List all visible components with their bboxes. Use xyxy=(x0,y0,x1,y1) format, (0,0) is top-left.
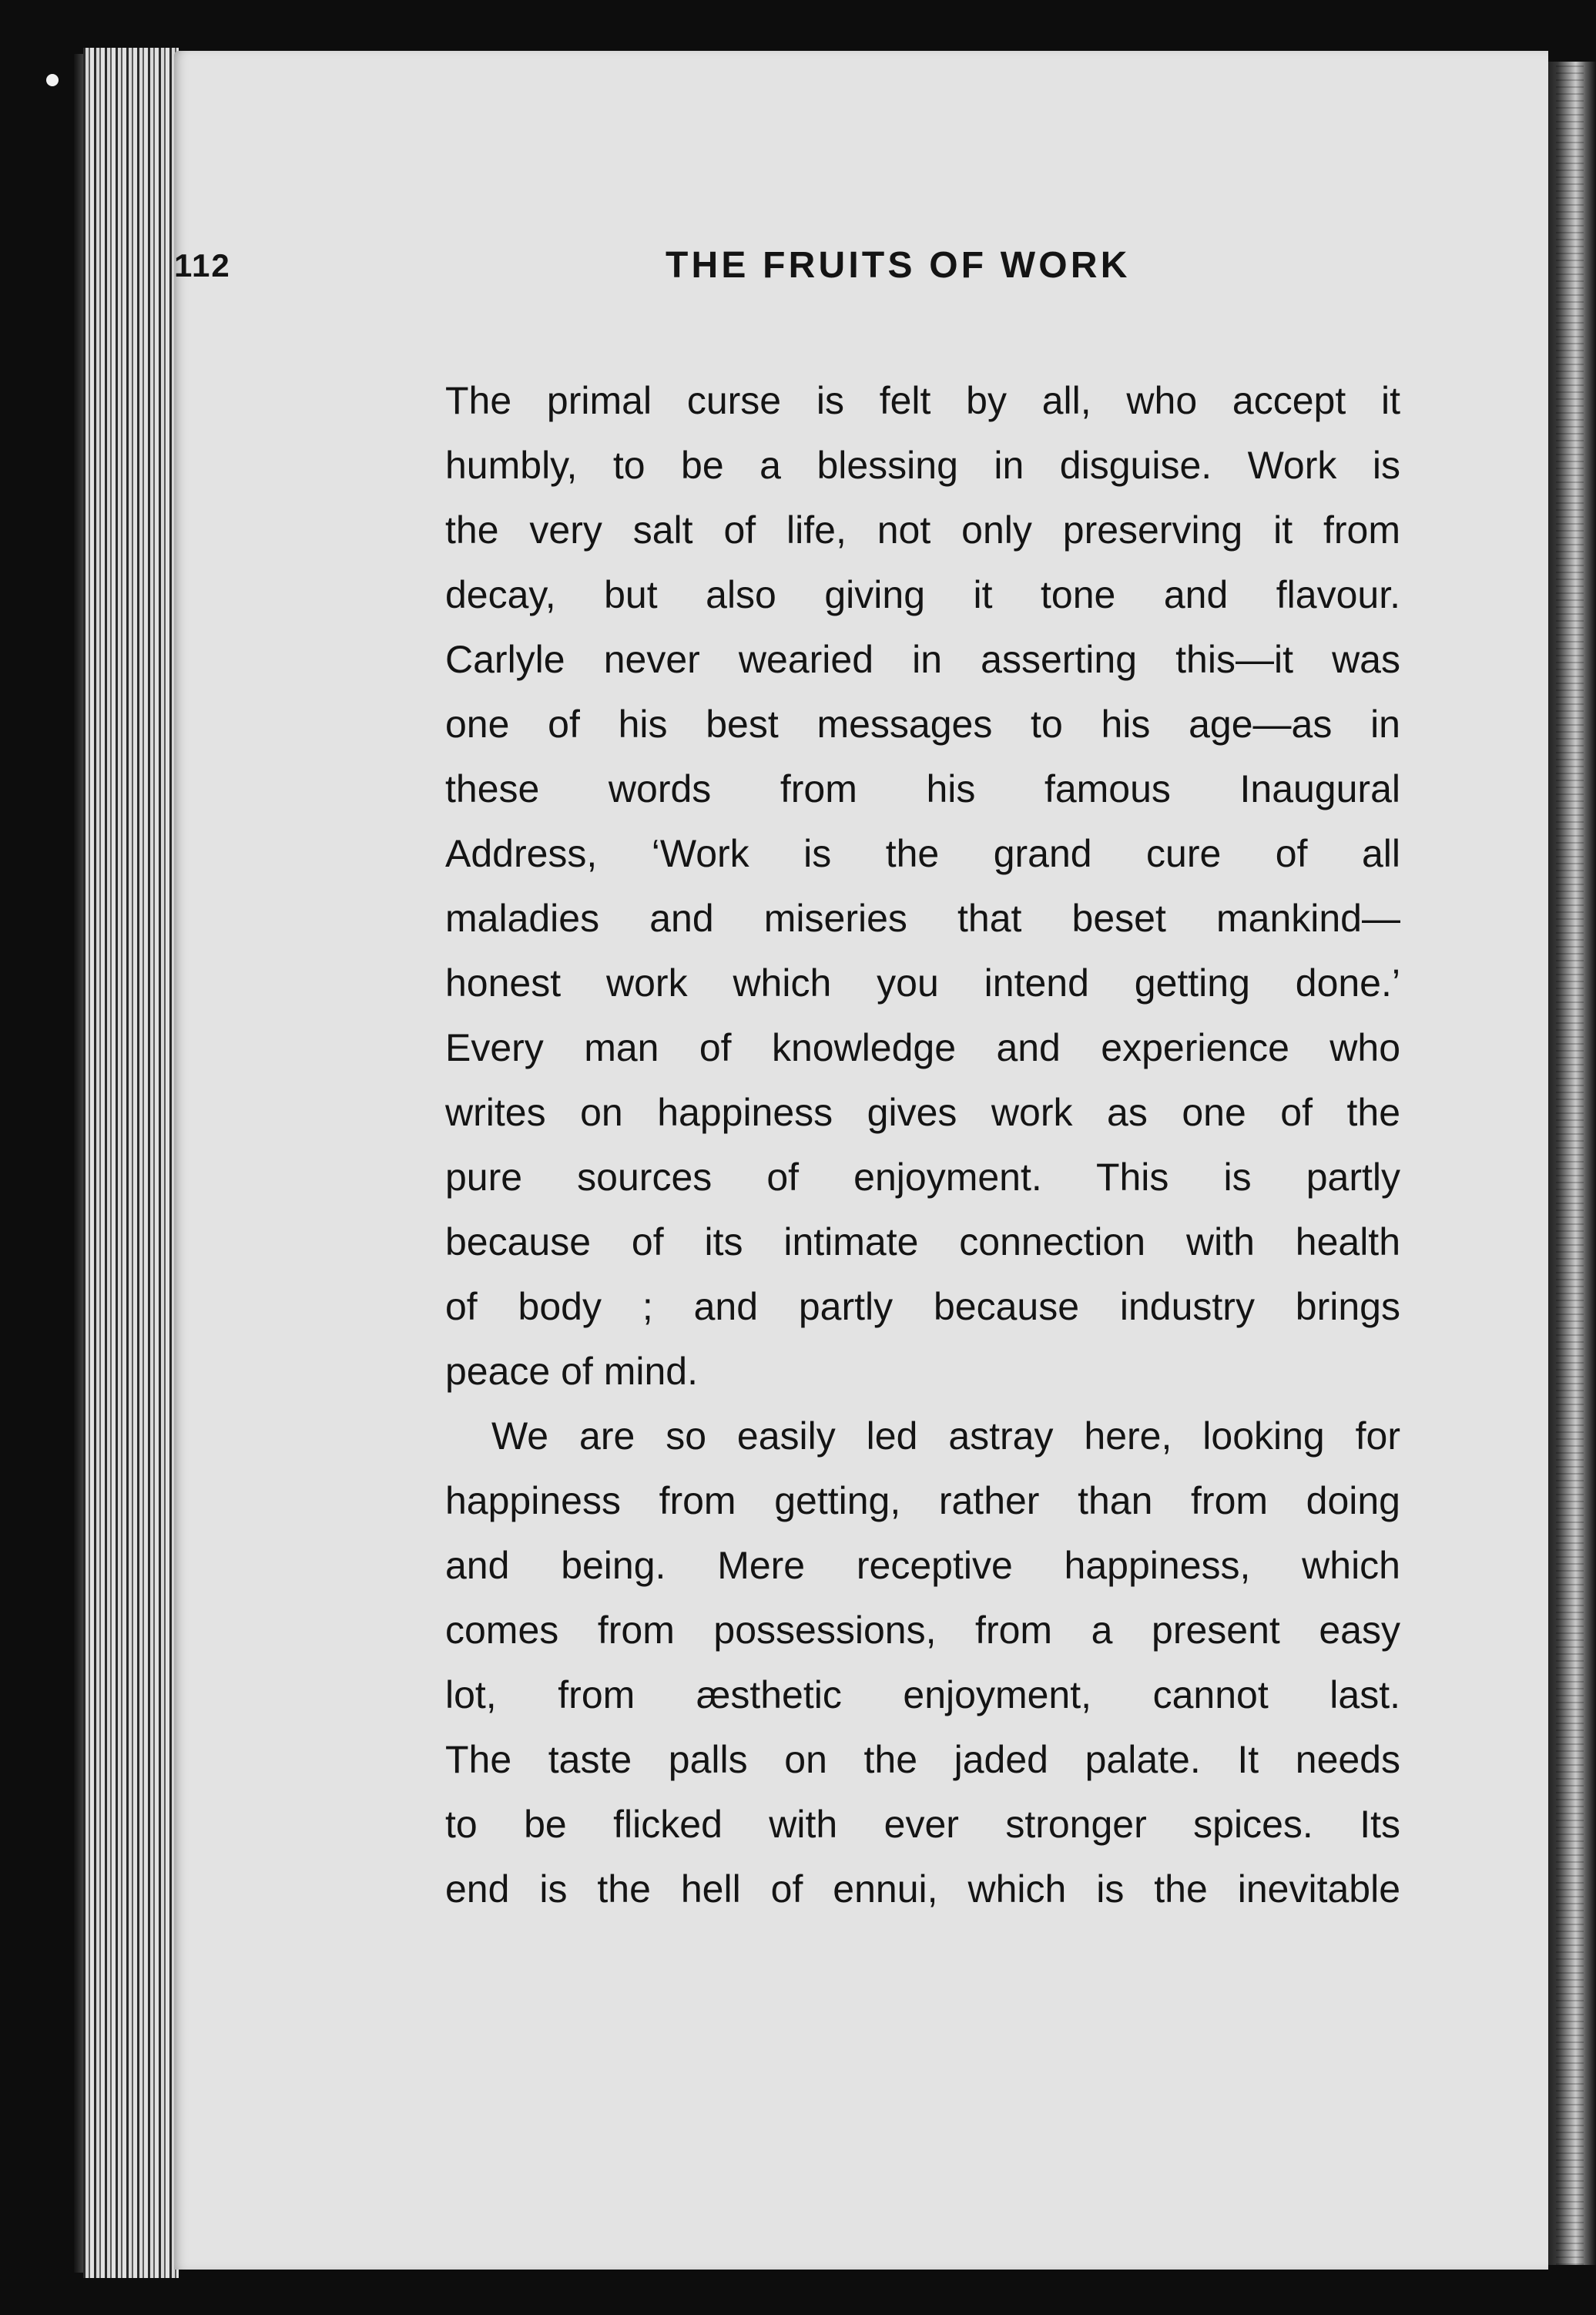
text-line: We are so easily led astray here, looking for xyxy=(491,1414,1400,1458)
text-line: comes from possessions, from a present easy xyxy=(445,1609,1400,1652)
text-line: decay, but also giving it tone and flavour. xyxy=(445,573,1400,616)
text-line: The taste palls on the jaded palate. It needs xyxy=(445,1738,1400,1781)
text-line: honest work which you intend getting done.’ xyxy=(445,961,1400,1005)
stacked-page-edges xyxy=(83,48,179,2278)
right-page-edge xyxy=(1545,62,1596,2265)
text-line: Address, ‘Work is the grand cure of all xyxy=(445,832,1400,875)
text-line: these words from his famous Inaugural xyxy=(445,767,1400,810)
text-line: pure sources of enjoyment. This is partly xyxy=(445,1156,1400,1199)
body-text xyxy=(445,368,1400,1921)
text-line: because of its intimate connection with health xyxy=(445,1220,1400,1263)
text-line: happiness from getting, rather than from doing xyxy=(445,1479,1400,1522)
text-line: humbly, to be a blessing in disguise. Work is xyxy=(445,444,1400,487)
text-line: writes on happiness gives work as one of the xyxy=(445,1091,1400,1134)
page-number: 112 xyxy=(174,247,231,284)
text-line: peace of mind. xyxy=(445,1350,698,1393)
text-line: to be flicked with ever stronger spices. Its xyxy=(445,1803,1400,1846)
text-line: end is the hell of ennui, which is the inevitable xyxy=(445,1867,1400,1911)
text-line: Every man of knowledge and experience who xyxy=(445,1026,1400,1069)
text-line: lot, from æsthetic enjoyment, cannot last. xyxy=(445,1673,1400,1716)
running-head: THE FRUITS OF WORK xyxy=(666,245,1131,286)
text-line: and being. Mere receptive happiness, which xyxy=(445,1544,1400,1587)
scan-speck xyxy=(46,74,59,86)
text-line: maladies and miseries that beset mankind— xyxy=(445,897,1400,940)
text-line: the very salt of life, not only preserving it from xyxy=(445,508,1400,552)
text-line: The primal curse is felt by all, who accept it xyxy=(445,379,1400,422)
text-line: Carlyle never wearied in asserting this—it was xyxy=(445,638,1400,681)
text-line: one of his best messages to his age—as in xyxy=(445,703,1400,746)
text-line: of body ; and partly because industry brings xyxy=(445,1285,1400,1328)
